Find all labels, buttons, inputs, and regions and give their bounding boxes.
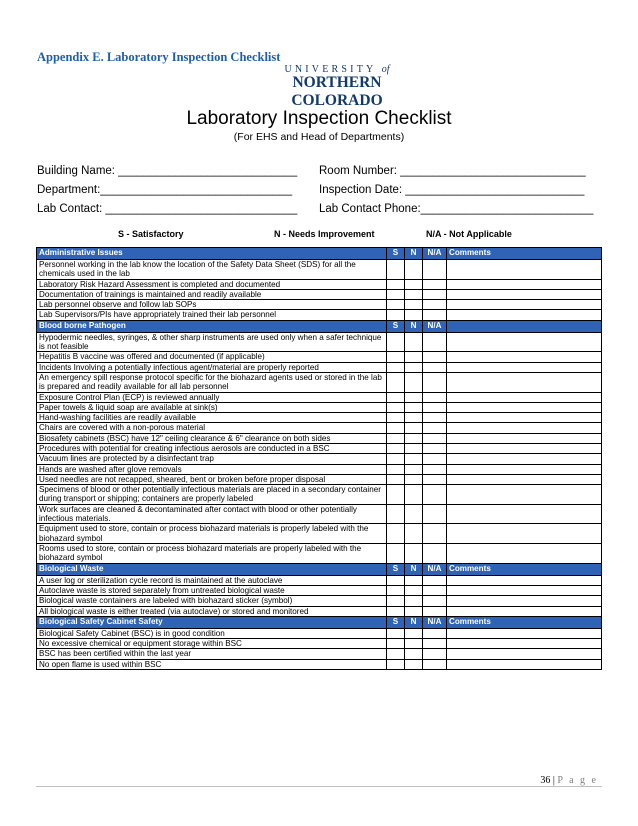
checklist-row	[37, 279, 602, 289]
checklist-row	[37, 423, 602, 433]
na-checkbox-cell[interactable]	[423, 585, 447, 595]
s-checkbox-cell[interactable]	[387, 596, 405, 606]
col-s-header: S	[387, 616, 405, 628]
section-title: Blood borne Pathogen	[37, 320, 387, 332]
building-name-field[interactable]: Building Name: ____________________________	[37, 165, 298, 177]
s-checkbox-cell[interactable]	[387, 332, 405, 352]
s-checkbox-cell[interactable]	[387, 300, 405, 310]
col-s-header: S	[387, 248, 405, 260]
n-checkbox-cell[interactable]	[405, 433, 423, 443]
checklist-item-text: An emergency spill response protocol specific for the biohazard agents used or stored in the lab is prepared and readily available for all lab personnel	[37, 372, 387, 392]
comments-cell[interactable]	[447, 413, 602, 423]
comments-cell[interactable]	[447, 454, 602, 464]
na-checkbox-cell[interactable]	[423, 639, 447, 649]
s-checkbox-cell[interactable]	[387, 504, 405, 524]
n-checkbox-cell[interactable]	[405, 596, 423, 606]
page-separator: |	[550, 775, 558, 786]
comments-cell[interactable]	[447, 260, 602, 280]
checklist-item-text: Autoclave waste is stored separately from untreated biological waste	[37, 585, 387, 595]
checklist-row	[37, 649, 602, 659]
comments-cell[interactable]	[447, 544, 602, 564]
section-header	[37, 248, 602, 260]
col-comments-header	[447, 320, 602, 332]
checklist-item-text: Personnel working in the lab know the location of the Safety Data Sheet (SDS) for all the chemicals used in the lab	[37, 260, 387, 280]
n-checkbox-cell[interactable]	[405, 628, 423, 638]
comments-cell[interactable]	[447, 639, 602, 649]
s-checkbox-cell[interactable]	[387, 659, 405, 669]
checklist-row	[37, 485, 602, 505]
checklist-row	[37, 392, 602, 402]
na-checkbox-cell[interactable]	[423, 464, 447, 474]
comments-cell[interactable]	[447, 402, 602, 412]
checklist-item-text: Specimens of blood or other potentially infectious materials are placed in a secondary container during transport or shipping; containers are properly labeled	[37, 485, 387, 505]
na-checkbox-cell[interactable]	[423, 544, 447, 564]
checklist-row	[37, 362, 602, 372]
comments-cell[interactable]	[447, 332, 602, 352]
checklist-item-text: BSC has been certified within the last year	[37, 649, 387, 659]
checklist-table	[36, 247, 602, 670]
page-label: P a g e	[557, 775, 598, 786]
appendix-title: Appendix E. Laboratory Inspection Checklist	[37, 50, 281, 64]
na-checkbox-cell[interactable]	[423, 310, 447, 320]
comments-cell[interactable]	[447, 474, 602, 484]
s-checkbox-cell[interactable]	[387, 464, 405, 474]
comments-cell[interactable]	[447, 606, 602, 616]
s-checkbox-cell[interactable]	[387, 628, 405, 638]
n-checkbox-cell[interactable]	[405, 413, 423, 423]
na-checkbox-cell[interactable]	[423, 649, 447, 659]
col-n-header: N	[405, 248, 423, 260]
n-checkbox-cell[interactable]	[405, 332, 423, 352]
n-checkbox-cell[interactable]	[405, 659, 423, 669]
na-checkbox-cell[interactable]	[423, 260, 447, 280]
s-checkbox-cell[interactable]	[387, 402, 405, 412]
page-title: Laboratory Inspection Checklist	[186, 108, 452, 129]
n-checkbox-cell[interactable]	[405, 289, 423, 299]
checklist-row	[37, 289, 602, 299]
section-title: Administrative Issues	[37, 248, 387, 260]
s-checkbox-cell[interactable]	[387, 474, 405, 484]
comments-cell[interactable]	[447, 289, 602, 299]
section-title: Biological Waste	[37, 563, 387, 575]
n-checkbox-cell[interactable]	[405, 544, 423, 564]
col-n-header: N	[405, 563, 423, 575]
page-subtitle: (For EHS and Head of Departments)	[233, 131, 405, 143]
checklist-row	[37, 260, 602, 280]
logo-line1-of: of	[381, 64, 390, 75]
col-na-header: N/A	[423, 616, 447, 628]
s-checkbox-cell[interactable]	[387, 544, 405, 564]
s-checkbox-cell[interactable]	[387, 606, 405, 616]
n-checkbox-cell[interactable]	[405, 606, 423, 616]
na-checkbox-cell[interactable]	[423, 413, 447, 423]
na-checkbox-cell[interactable]	[423, 402, 447, 412]
checklist-item-text: Hypodermic needles, syringes, & other sharp instruments are used only when a safer technique is not feasible	[37, 332, 387, 352]
checklist-item-text: Incidents Involving a potentially infectious agent/material are properly reported	[37, 362, 387, 372]
checklist-item-text: Equipment used to store, contain or process biohazard materials is properly labeled with the biohazard symbol	[37, 524, 387, 544]
n-checkbox-cell[interactable]	[405, 464, 423, 474]
s-checkbox-cell[interactable]	[387, 279, 405, 289]
na-checkbox-cell[interactable]	[423, 332, 447, 352]
checklist-row	[37, 300, 602, 310]
checklist-item-text: Paper towels & liquid soap are available at sink(s)	[37, 402, 387, 412]
n-checkbox-cell[interactable]	[405, 372, 423, 392]
checklist-row	[37, 639, 602, 649]
section-header	[37, 320, 602, 332]
s-checkbox-cell[interactable]	[387, 372, 405, 392]
checklist-item-text: Vacuum lines are protected by a disinfectant trap	[37, 454, 387, 464]
checklist-row	[37, 402, 602, 412]
n-checkbox-cell[interactable]	[405, 444, 423, 454]
section-title: Biological Safety Cabinet Safety	[37, 616, 387, 628]
checklist-item-text: Used needles are not recapped, sheared, bent or broken before proper disposal	[37, 474, 387, 484]
n-checkbox-cell[interactable]	[405, 585, 423, 595]
n-checkbox-cell[interactable]	[405, 649, 423, 659]
s-checkbox-cell[interactable]	[387, 444, 405, 454]
checklist-item-text: Hands are washed after glove removals	[37, 464, 387, 474]
na-checkbox-cell[interactable]	[423, 300, 447, 310]
na-checkbox-cell[interactable]	[423, 659, 447, 669]
checklist-row	[37, 454, 602, 464]
comments-cell[interactable]	[447, 485, 602, 505]
na-checkbox-cell[interactable]	[423, 352, 447, 362]
checklist-item-text: Chairs are covered with a non-porous material	[37, 423, 387, 433]
comments-cell[interactable]	[447, 444, 602, 454]
na-checkbox-cell[interactable]	[423, 596, 447, 606]
checklist-item-text: Biological waste containers are labeled with biohazard sticker (symbol)	[37, 596, 387, 606]
legend-not-applicable: N/A - Not Applicable	[426, 229, 512, 239]
s-checkbox-cell[interactable]	[387, 575, 405, 585]
na-checkbox-cell[interactable]	[423, 444, 447, 454]
checklist-item-text: Exposure Control Plan (ECP) is reviewed annually	[37, 392, 387, 402]
n-checkbox-cell[interactable]	[405, 279, 423, 289]
checklist-row	[37, 464, 602, 474]
comments-cell[interactable]	[447, 279, 602, 289]
n-checkbox-cell[interactable]	[405, 575, 423, 585]
col-comments-header: Comments	[447, 616, 602, 628]
comments-cell[interactable]	[447, 596, 602, 606]
col-n-header: N	[405, 320, 423, 332]
comments-cell[interactable]	[447, 433, 602, 443]
comments-cell[interactable]	[447, 300, 602, 310]
na-checkbox-cell[interactable]	[423, 433, 447, 443]
n-checkbox-cell[interactable]	[405, 402, 423, 412]
page-number: 36	[540, 775, 551, 786]
n-checkbox-cell[interactable]	[405, 352, 423, 362]
n-checkbox-cell[interactable]	[405, 485, 423, 505]
s-checkbox-cell[interactable]	[387, 454, 405, 464]
footer-rule	[36, 786, 602, 787]
n-checkbox-cell[interactable]	[405, 454, 423, 464]
room-number-field[interactable]: Room Number: _____________________________	[319, 165, 586, 177]
s-checkbox-cell[interactable]	[387, 260, 405, 280]
university-logo	[262, 64, 412, 110]
comments-cell[interactable]	[447, 310, 602, 320]
n-checkbox-cell[interactable]	[405, 260, 423, 280]
checklist-item-text: Biological Safety Cabinet (BSC) is in good condition	[37, 628, 387, 638]
comments-cell[interactable]	[447, 362, 602, 372]
checklist-row	[37, 659, 602, 669]
department-field[interactable]: Department:______________________________	[37, 184, 293, 196]
na-checkbox-cell[interactable]	[423, 423, 447, 433]
checklist-item-text: Laboratory Risk Hazard Assessment is completed and documented	[37, 279, 387, 289]
n-checkbox-cell[interactable]	[405, 392, 423, 402]
checklist-row	[37, 524, 602, 544]
checklist-item-text: Hand-washing facilities are readily available	[37, 413, 387, 423]
inspection-date-field[interactable]: Inspection Date: ____________________________	[319, 184, 585, 196]
col-comments-header: Comments	[447, 248, 602, 260]
comments-cell[interactable]	[447, 649, 602, 659]
checklist-item-text: Rooms used to store, contain or process biohazard materials are properly labeled with the biohazard symbol	[37, 544, 387, 564]
n-checkbox-cell[interactable]	[405, 639, 423, 649]
n-checkbox-cell[interactable]	[405, 362, 423, 372]
checklist-item-text: All biological waste is either treated (via autoclave) or stored and monitored	[37, 606, 387, 616]
comments-cell[interactable]	[447, 524, 602, 544]
checklist-row	[37, 585, 602, 595]
s-checkbox-cell[interactable]	[387, 423, 405, 433]
checklist-row	[37, 332, 602, 352]
s-checkbox-cell[interactable]	[387, 392, 405, 402]
na-checkbox-cell[interactable]	[423, 454, 447, 464]
na-checkbox-cell[interactable]	[423, 606, 447, 616]
checklist-item-text: Biosafety cabinets (BSC) have 12" ceiling clearance & 6" clearance on both sides	[37, 433, 387, 443]
comments-cell[interactable]	[447, 659, 602, 669]
na-checkbox-cell[interactable]	[423, 362, 447, 372]
n-checkbox-cell[interactable]	[405, 300, 423, 310]
col-comments-header: Comments	[447, 563, 602, 575]
checklist-item-text: Procedures with potential for creating infectious aerosols are conducted in a BSC	[37, 444, 387, 454]
comments-cell[interactable]	[447, 464, 602, 474]
checklist-item-text: A user log or sterilization cycle record is maintained at the autoclave	[37, 575, 387, 585]
na-checkbox-cell[interactable]	[423, 524, 447, 544]
n-checkbox-cell[interactable]	[405, 310, 423, 320]
na-checkbox-cell[interactable]	[423, 474, 447, 484]
checklist-item-text: Hepatitis B vaccine was offered and documented (if applicable)	[37, 352, 387, 362]
checklist-item-text: Lab Supervisors/PIs have appropriately trained their lab personnel	[37, 310, 387, 320]
s-checkbox-cell[interactable]	[387, 585, 405, 595]
na-checkbox-cell[interactable]	[423, 392, 447, 402]
comments-cell[interactable]	[447, 575, 602, 585]
lab-contact-field[interactable]: Lab Contact: ______________________________	[37, 203, 298, 215]
checklist-row	[37, 372, 602, 392]
n-checkbox-cell[interactable]	[405, 504, 423, 524]
col-na-header: N/A	[423, 563, 447, 575]
s-checkbox-cell[interactable]	[387, 352, 405, 362]
checklist-row	[37, 310, 602, 320]
col-na-header: N/A	[423, 320, 447, 332]
s-checkbox-cell[interactable]	[387, 310, 405, 320]
s-checkbox-cell[interactable]	[387, 649, 405, 659]
checklist-row	[37, 444, 602, 454]
s-checkbox-cell[interactable]	[387, 433, 405, 443]
na-checkbox-cell[interactable]	[423, 628, 447, 638]
col-na-header: N/A	[423, 248, 447, 260]
s-checkbox-cell[interactable]	[387, 413, 405, 423]
logo-line2: NORTHERN COLORADO	[291, 74, 383, 109]
s-checkbox-cell[interactable]	[387, 485, 405, 505]
checklist-row	[37, 544, 602, 564]
na-checkbox-cell[interactable]	[423, 289, 447, 299]
col-s-header: S	[387, 320, 405, 332]
checklist-item-text: Documentation of trainings is maintained and readily available	[37, 289, 387, 299]
checklist-row	[37, 606, 602, 616]
checklist-item-text: No excessive chemical or equipment storage within BSC	[37, 639, 387, 649]
s-checkbox-cell[interactable]	[387, 524, 405, 544]
checklist-row	[37, 628, 602, 638]
lab-contact-phone-field[interactable]: Lab Contact Phone:___________________________	[319, 203, 594, 215]
checklist-row	[37, 575, 602, 585]
checklist-row	[37, 504, 602, 524]
checklist-item-text: Lab personnel observe and follow lab SOPs	[37, 300, 387, 310]
na-checkbox-cell[interactable]	[423, 575, 447, 585]
comments-cell[interactable]	[447, 628, 602, 638]
section-header	[37, 616, 602, 628]
col-n-header: N	[405, 616, 423, 628]
comments-cell[interactable]	[447, 585, 602, 595]
logo-line1: UNIVERSITY	[284, 64, 377, 75]
page-footer	[540, 775, 598, 786]
legend-needs-improvement: N - Needs Improvement	[274, 229, 375, 239]
na-checkbox-cell[interactable]	[423, 485, 447, 505]
na-checkbox-cell[interactable]	[423, 279, 447, 289]
na-checkbox-cell[interactable]	[423, 504, 447, 524]
col-s-header: S	[387, 563, 405, 575]
checklist-row	[37, 474, 602, 484]
section-header	[37, 563, 602, 575]
n-checkbox-cell[interactable]	[405, 474, 423, 484]
checklist-item-text: Work surfaces are cleaned & decontaminated after contact with blood or other potentially infectious materials.	[37, 504, 387, 524]
na-checkbox-cell[interactable]	[423, 372, 447, 392]
legend-satisfactory: S - Satisfactory	[118, 229, 184, 239]
s-checkbox-cell[interactable]	[387, 289, 405, 299]
checklist-item-text: No open flame is used within BSC	[37, 659, 387, 669]
n-checkbox-cell[interactable]	[405, 524, 423, 544]
comments-cell[interactable]	[447, 352, 602, 362]
checklist-row	[37, 596, 602, 606]
checklist-row	[37, 433, 602, 443]
s-checkbox-cell[interactable]	[387, 362, 405, 372]
checklist-row	[37, 352, 602, 362]
comments-cell[interactable]	[447, 372, 602, 392]
comments-cell[interactable]	[447, 392, 602, 402]
comments-cell[interactable]	[447, 423, 602, 433]
comments-cell[interactable]	[447, 504, 602, 524]
n-checkbox-cell[interactable]	[405, 423, 423, 433]
checklist-row	[37, 413, 602, 423]
s-checkbox-cell[interactable]	[387, 639, 405, 649]
